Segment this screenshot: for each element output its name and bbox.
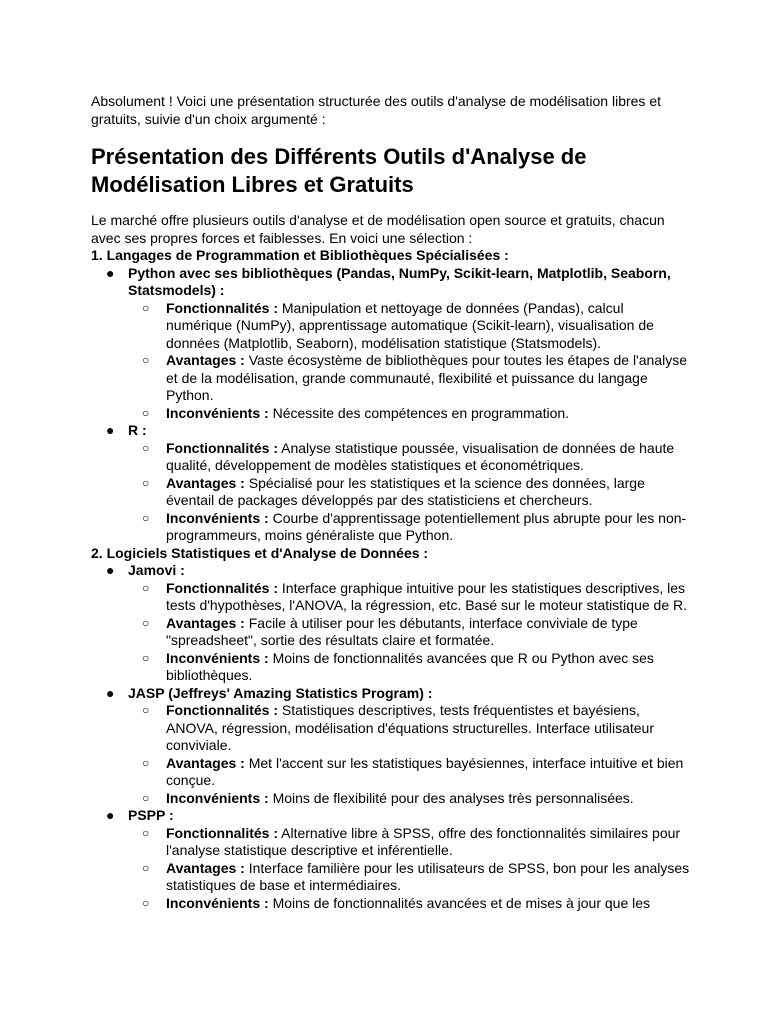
point-text: Alternative libre à SPSS, offre des fonctionnalités similaires pour l'analyse statistique descriptive et inférentielle.: [166, 824, 681, 858]
circle-bullet-icon: ○: [142, 405, 150, 420]
circle-bullet-icon: ○: [142, 580, 150, 595]
point-text: Moins de flexibilité pour des analyses très personnalisées.: [268, 789, 634, 806]
point-label: Inconvénients :: [166, 649, 269, 666]
tool-name: R :: [128, 422, 147, 438]
point-label: Fonctionnalités :: [166, 702, 278, 718]
point-item: [128, 580, 691, 615]
point-list: [128, 440, 691, 545]
point-text: Met l'accent sur les statistiques bayésiennes, interface intuitive et bien conçue.: [166, 754, 684, 788]
point-text: Nécessite des compétences en programmation.: [268, 404, 570, 421]
point-list: [128, 300, 691, 423]
circle-bullet-icon: ○: [142, 353, 150, 367]
circle-bullet-icon: ○: [142, 510, 150, 525]
document-title: Présentation des Différents Outils d'Analyse de Modélisation Libres et Gratuits: [91, 144, 587, 197]
tool-name: Jamovi :: [128, 562, 185, 578]
point-list: [128, 580, 691, 685]
point-item: [128, 860, 691, 895]
point-text: Analyse statistique poussée, visualisation de données de haute qualité, développement de modèles statistiques et économétriques.: [166, 439, 675, 473]
tool-list: [91, 265, 691, 545]
bullet-icon: ●: [106, 422, 115, 438]
point-label: Avantages :: [166, 754, 245, 771]
tool-name: PSPP :: [128, 807, 174, 823]
point-text: Spécialisé pour les statistiques et la science des données, large éventail de packages développés par des statisticiens et chercheurs.: [166, 474, 645, 508]
tool-list: [91, 562, 691, 912]
point-list: [128, 825, 691, 913]
section-1: [91, 247, 691, 545]
point-item: [128, 702, 691, 755]
point-label: Fonctionnalités :: [166, 439, 278, 456]
lead-paragraph: Le marché offre plusieurs outils d'analyse et de modélisation open source et gratuits, chacun avec ses propres forces et faiblesses. En voici une sélection :: [91, 212, 665, 246]
point-text: Statistiques descriptives, tests fréquentistes et bayésiens, ANOVA, régression, modélisation d'équations structurelles. Interface utilisateur conviviale.: [166, 702, 654, 753]
point-item: [128, 352, 691, 405]
point-text: Courbe d'apprentissage potentiellement plus abrupte pour les non-programmeurs, moins généraliste que Python.: [166, 509, 687, 543]
bullet-icon: ●: [106, 807, 115, 823]
point-label: Avantages :: [166, 859, 245, 876]
circle-bullet-icon: ○: [142, 300, 150, 315]
point-text: Interface graphique intuitive pour les statistiques descriptives, les tests d'hypothèses, l'ANOVA, la régression, etc. Basé sur le moteur statistique de R.: [166, 579, 687, 613]
tool-name: Python avec ses bibliothèques (Pandas, NumPy, Scikit-learn, Matplotlib, Seaborn, Statsmodels) :: [128, 264, 671, 298]
circle-bullet-icon: ○: [142, 615, 150, 630]
point-list: [128, 702, 691, 807]
point-item: [128, 510, 691, 545]
tool-item-jamovi: [91, 562, 691, 685]
point-label: Inconvénients :: [166, 894, 269, 911]
tool-item-python: [91, 265, 691, 423]
section-heading: 2. Logiciels Statistiques et d'Analyse de Données :: [91, 544, 429, 561]
point-item: [128, 475, 691, 510]
circle-bullet-icon: ○: [142, 440, 150, 455]
point-text: Moins de fonctionnalités avancées que R ou Python avec ses bibliothèques.: [166, 649, 654, 683]
point-item: [128, 440, 691, 475]
point-label: Inconvénients :: [166, 789, 269, 806]
point-item: [128, 615, 691, 650]
circle-bullet-icon: ○: [142, 475, 150, 490]
document-page: [91, 93, 691, 912]
point-item: [128, 755, 691, 790]
intro-paragraph: Absolument ! Voici une présentation structurée des outils d'analyse de modélisation libres et gratuits, suivie d'un choix argumenté :: [91, 93, 662, 127]
point-label: Fonctionnalités :: [166, 299, 278, 316]
point-text: Moins de fonctionnalités avancées et de mises à jour que les: [268, 894, 651, 911]
point-label: Inconvénients :: [166, 404, 269, 421]
point-label: Fonctionnalités :: [166, 824, 278, 841]
point-item: [128, 405, 691, 423]
circle-bullet-icon: ○: [142, 755, 150, 770]
point-item: [128, 650, 691, 685]
circle-bullet-icon: ○: [142, 895, 150, 910]
point-item: [128, 300, 691, 353]
point-label: Avantages :: [166, 352, 245, 368]
point-label: Avantages :: [166, 614, 245, 631]
circle-bullet-icon: ○: [142, 790, 150, 805]
circle-bullet-icon: ○: [142, 860, 150, 875]
bullet-icon: ●: [106, 264, 115, 281]
tool-item-r: [91, 422, 691, 545]
point-text: Vaste écosystème de bibliothèques pour toutes les étapes de l'analyse et de la modélisation, grande communauté, flexibilité et puissance du langage Python.: [166, 352, 687, 403]
bullet-icon: ●: [106, 562, 115, 578]
point-item: [128, 790, 691, 808]
circle-bullet-icon: ○: [142, 650, 150, 665]
tool-item-pspp: [91, 807, 691, 912]
point-text: Facile à utiliser pour les débutants, interface conviviale de type "spreadsheet", sortie des résultats claire et formatée.: [166, 614, 638, 648]
circle-bullet-icon: ○: [142, 825, 150, 840]
point-label: Fonctionnalités :: [166, 579, 278, 596]
section-2: [91, 545, 691, 913]
bullet-icon: ●: [106, 684, 115, 701]
circle-bullet-icon: ○: [142, 703, 150, 717]
point-text: Interface familière pour les utilisateurs de SPSS, bon pour les analyses statistiques de base et intermédiaires.: [166, 859, 690, 893]
point-item: [128, 825, 691, 860]
point-text: Manipulation et nettoyage de données (Pandas), calcul numérique (NumPy), apprentissage automatique (Scikit-learn), visualisation de données (Matplotlib, Seaborn), modélisation statistique (Statsmodels).: [166, 299, 654, 351]
point-label: Avantages :: [166, 474, 245, 491]
section-heading: 1. Langages de Programmation et Bibliothèques Spécialisées :: [91, 247, 509, 263]
tool-item-jasp: [91, 685, 691, 808]
point-item: [128, 895, 691, 913]
tool-name: JASP (Jeffreys' Amazing Statistics Program) :: [128, 684, 433, 701]
point-label: Inconvénients :: [166, 509, 269, 526]
